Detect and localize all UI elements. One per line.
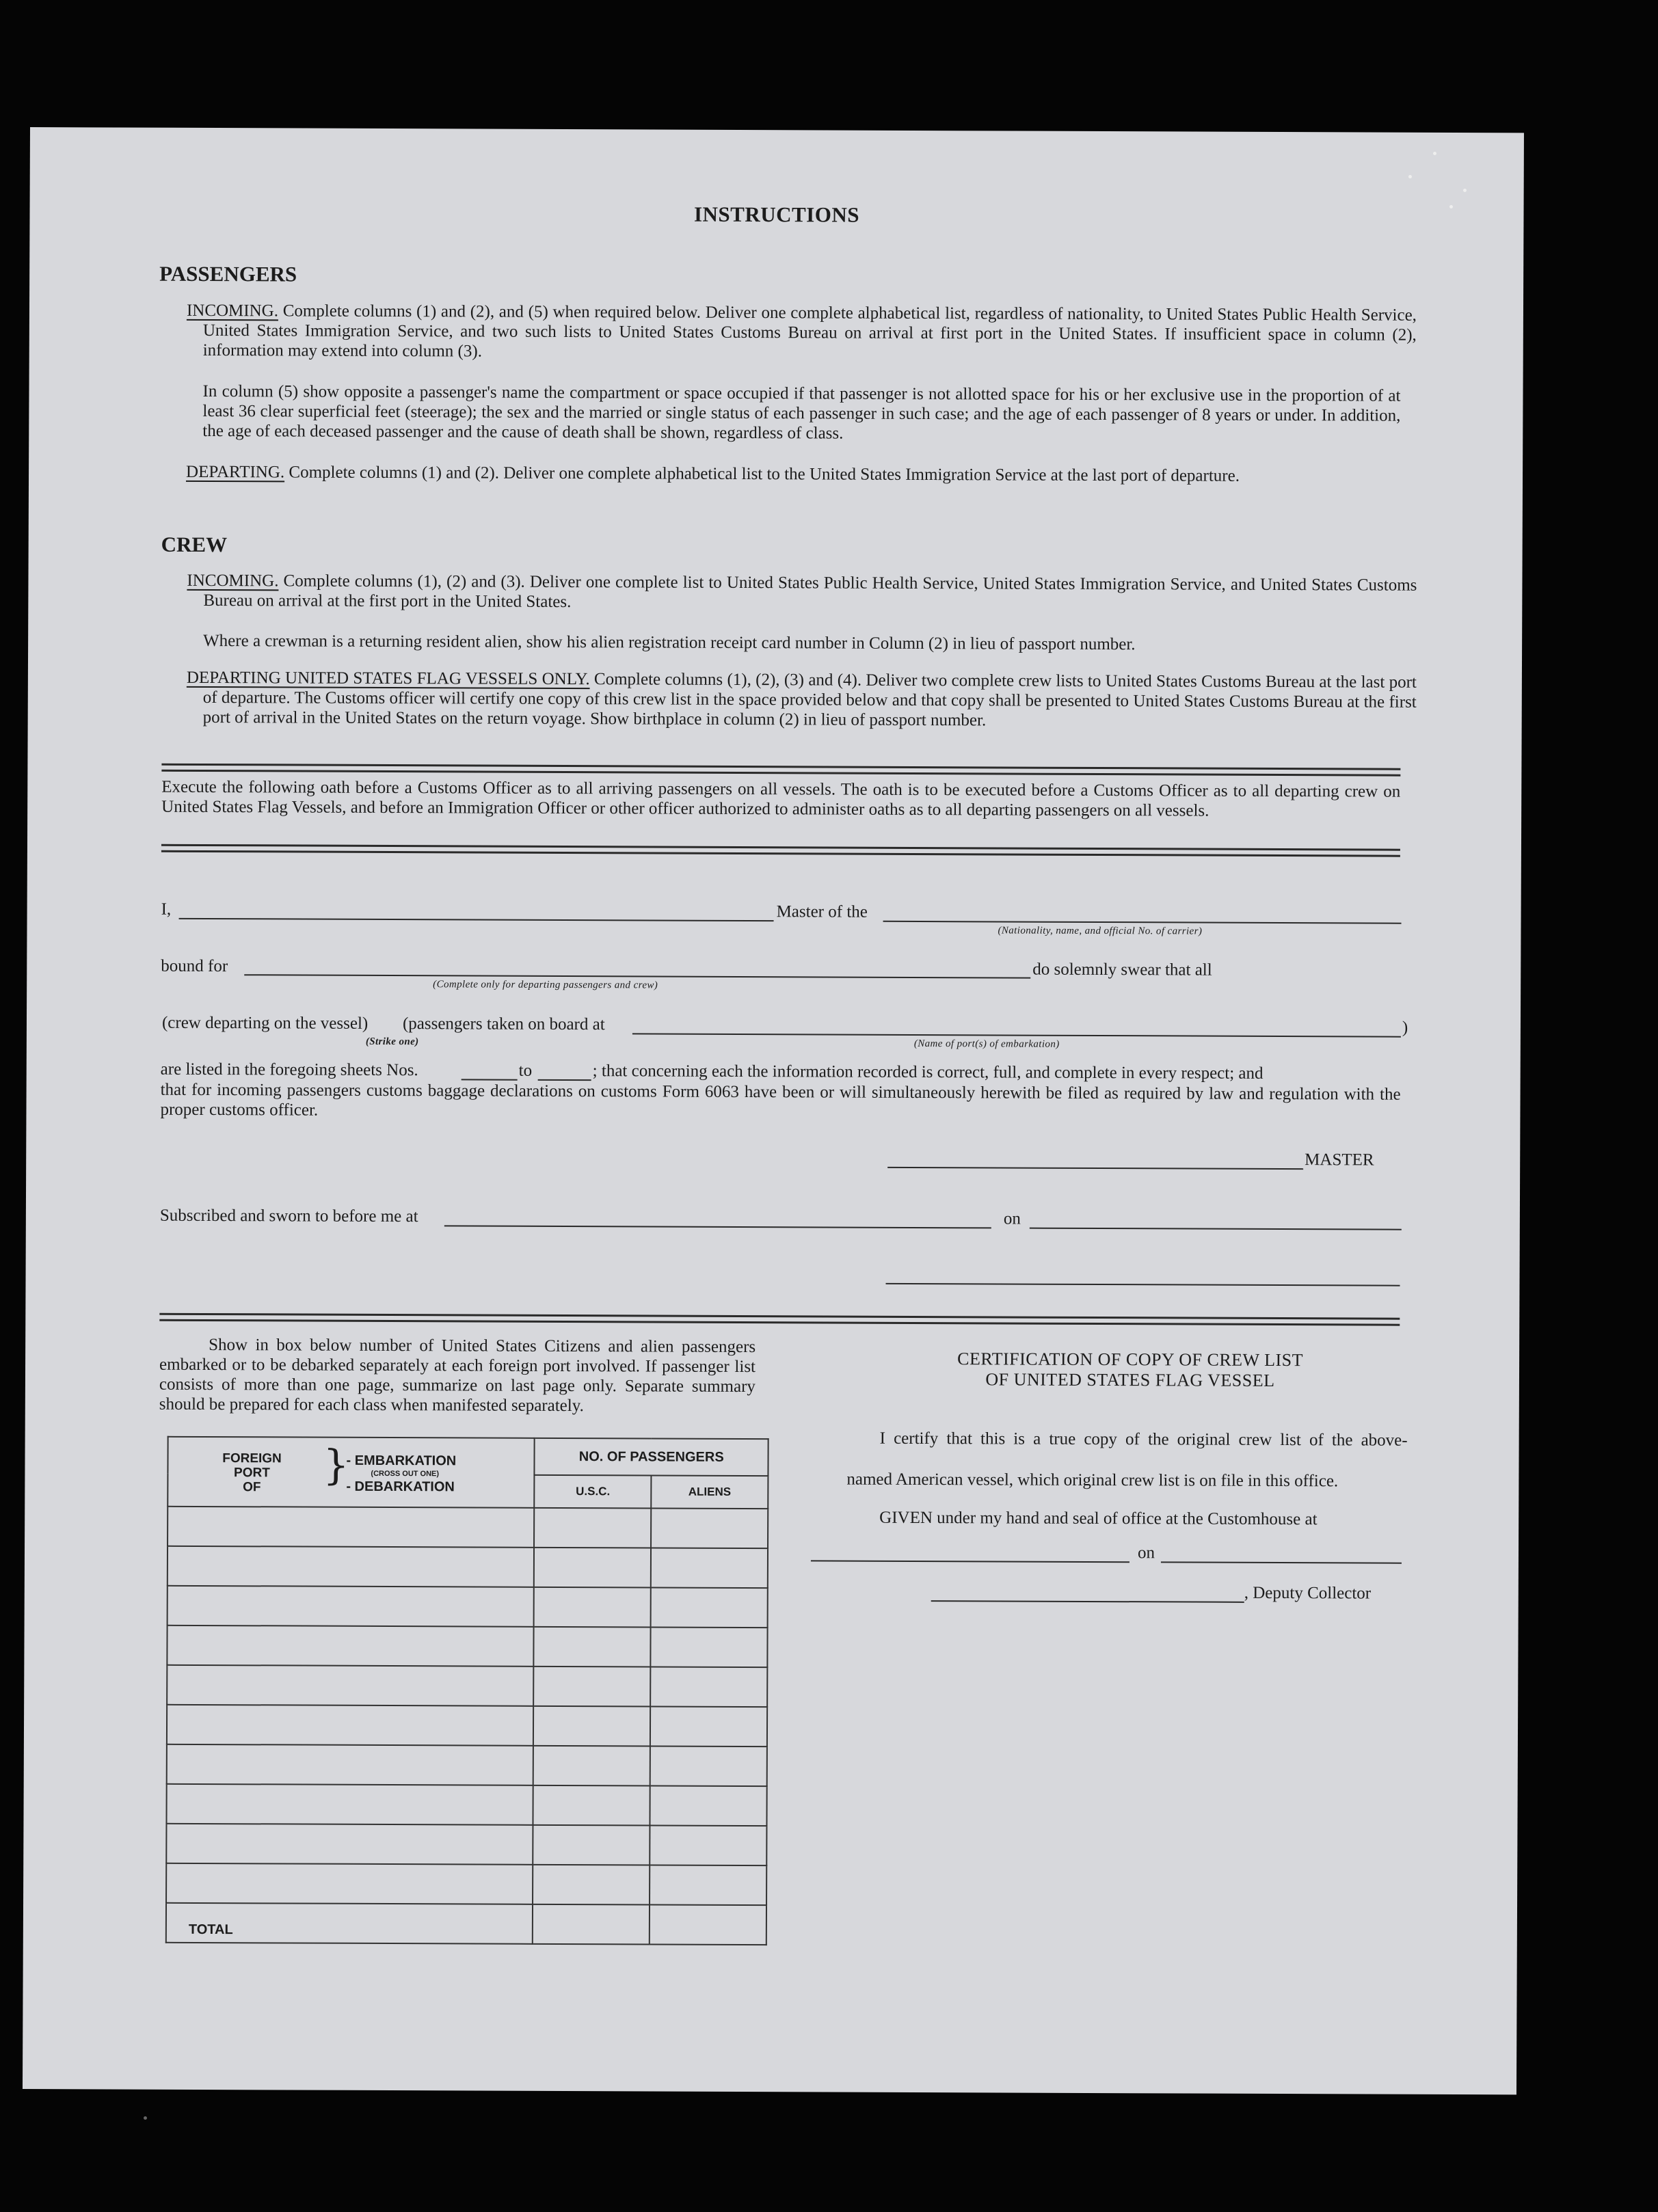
sworn-place-field[interactable] (444, 1225, 991, 1228)
master-name-field[interactable] (179, 918, 774, 921)
usc-cell[interactable] (534, 1548, 651, 1588)
certification-date-field[interactable] (1161, 1561, 1402, 1563)
carrier-field[interactable] (883, 921, 1402, 924)
swear-text: do solemnly swear that all (1032, 960, 1212, 980)
double-rule (159, 1313, 1400, 1326)
page-title: INSTRUCTIONS (693, 202, 860, 227)
scan-speck (1433, 152, 1436, 155)
passengers-column5-paragraph: In column (5) show opposite a passenger's name the compartment or space occupied if that passenger is not allotted space for his or her exclusive use in the proportion of at least 36 clear superficial feet (steerage); the sex and the married or single status of each passenger in such case; and the age of each passenger of 8 years or under. In addition, the age of each deceased passenger and the cause of death shall be shown, regardless of class. (202, 381, 1401, 443)
aliens-cell[interactable] (650, 1667, 767, 1708)
scan-speck (144, 2116, 147, 2120)
strike-one-hint: (Strike one) (365, 1036, 419, 1048)
deputy-collector-label: , Deputy Collector (1244, 1583, 1372, 1603)
certification-line2: named American vessel, which original crew list is on file in this office. (846, 1470, 1339, 1491)
crew-heading: CREW (161, 532, 228, 557)
usc-cell[interactable] (534, 1508, 651, 1548)
passengers-heading: PASSENGERS (159, 261, 297, 286)
usc-header: U.S.C. (535, 1475, 652, 1509)
oath-intro: Execute the following oath before a Customs Officer as to all arriving passengers on all vessels. The oath is to be executed before a Customs Officer as to all departing crew on United States Flag Vessels, and before an Immigration Officer or other officer authorized to administer oaths as to all departing passengers on all vessels. (161, 777, 1401, 820)
oath-i: I, (161, 900, 172, 919)
scan-speck (1449, 205, 1453, 208)
port-cell[interactable] (168, 1586, 535, 1627)
passengers-departing-text: Complete columns (1) and (2). Deliver one complete alphabetical list to the United States Immigration Service at the last port of departure. (289, 463, 1240, 485)
port-cell[interactable] (167, 1705, 534, 1746)
sworn-on-label: on (1003, 1209, 1021, 1228)
certification-heading-line1: CERTIFICATION OF COPY OF CREW LIST (957, 1349, 1304, 1371)
usc-cell[interactable] (533, 1746, 650, 1786)
usc-cell[interactable] (534, 1667, 651, 1707)
aliens-cell[interactable] (650, 1865, 766, 1905)
crew-incoming-text: Complete columns (1), (2) and (3). Deliver one complete list to United States Public Health Service, United States Immigration Service, and United States Customs Bureau on arrival at the first port in the United States. (203, 571, 1417, 612)
deputy-signature-field[interactable] (931, 1600, 1244, 1603)
listed-text-c: that for incoming passengers customs baggage declarations on customs Form 6063 have been or will simultaneously herewith be filed as required by law and regulation with the proper customs officer. (160, 1080, 1401, 1120)
usc-cell[interactable] (533, 1825, 650, 1865)
double-rule (161, 764, 1400, 777)
certification-line3: GIVEN under my hand and seal of office at the Customhouse at (879, 1508, 1318, 1529)
scan-speck (1463, 189, 1467, 192)
ports-hint: (Name of port(s) of embarkation) (913, 1038, 1060, 1050)
passengers-taken-option[interactable]: (passengers taken on board at (402, 1014, 605, 1034)
master-signature-field[interactable] (887, 1167, 1303, 1170)
port-cell[interactable] (166, 1863, 533, 1904)
usc-cell[interactable] (533, 1785, 650, 1826)
passengers-departing-paragraph (186, 462, 1416, 487)
officer-signature-field[interactable] (886, 1283, 1400, 1286)
port-cell[interactable] (167, 1665, 534, 1706)
aliens-cell[interactable] (651, 1588, 768, 1628)
col-port: PORT (234, 1466, 270, 1481)
listed-text-b: ; that concerning each the information recorded is correct, full, and complete in every respect; and (592, 1062, 1263, 1083)
col-of: OF (243, 1480, 261, 1495)
crew-crewman-paragraph: Where a crewman is a returning resident alien, show his alien registration receipt card number in Column (2) in lieu of passport number. (203, 631, 1136, 654)
summary-instructions: Show in box below number of United States Citizens and alien passengers embarked or to be debarked separately at each foreign port involved. If passenger list consists of more than one page, summarize on last page only. Separate summary should be prepared for each class when manifested separately. (159, 1336, 756, 1416)
total-label: TOTAL (166, 1903, 533, 1944)
port-cell[interactable] (168, 1507, 535, 1548)
listed-to: to (518, 1061, 533, 1080)
subscribed-label: Subscribed and sworn to before me at (159, 1206, 418, 1226)
crew-incoming-paragraph (187, 571, 1417, 615)
usc-total-cell[interactable] (533, 1904, 650, 1945)
usc-cell[interactable] (534, 1587, 651, 1628)
usc-cell[interactable] (533, 1865, 650, 1905)
port-cell[interactable] (168, 1546, 535, 1587)
embarkation-port-field[interactable] (632, 1033, 1401, 1037)
crew-departing-option[interactable]: (crew departing on the vessel) (161, 1013, 369, 1033)
scan-speck (1408, 175, 1412, 178)
col-foreign: FOREIGN (222, 1451, 282, 1466)
port-cell[interactable] (166, 1784, 533, 1825)
listed-text-a: are listed in the foregoing sheets Nos. (160, 1060, 418, 1080)
crew-departing-label: DEPARTING UNITED STATES FLAG VESSELS ONLY. (186, 668, 590, 689)
aliens-cell[interactable] (651, 1509, 768, 1549)
crew-departing-text: Complete columns (1), (2), (3) and (4). Deliver two complete crew lists to United States Customs Bureau at the last port of departure. The Customs officer will certify one copy of this crew list in the space provided below and that copy shall be presented to United States Customs Bureau at the first port of arrival in the United States on the return voyage. Show birthplace in column (2) in lieu of passport number. (202, 670, 1417, 730)
double-rule (161, 844, 1400, 857)
passenger-summary-table (165, 1436, 769, 1945)
col-port-header (168, 1437, 535, 1508)
close-paren: ) (1402, 1018, 1408, 1037)
aliens-cell[interactable] (651, 1548, 768, 1589)
passengers-incoming-label: INCOMING. (186, 301, 279, 321)
passengers-incoming-paragraph (187, 301, 1417, 365)
port-cell[interactable] (167, 1744, 534, 1785)
form-sheet (23, 127, 1524, 2094)
aliens-cell[interactable] (650, 1707, 767, 1747)
usc-cell[interactable] (534, 1627, 651, 1667)
certification-on-label: on (1137, 1543, 1155, 1563)
passengers-departing-label: DEPARTING. (186, 462, 285, 482)
cross-out-hint: (CROSS OUT ONE) (371, 1469, 440, 1479)
sheet-to-field[interactable] (538, 1079, 591, 1081)
aliens-cell[interactable] (651, 1628, 768, 1668)
bound-for-label: bound for (161, 956, 228, 976)
no-of-passengers-header: NO. OF PASSENGERS (535, 1438, 768, 1476)
master-label: MASTER (1305, 1150, 1374, 1170)
brace: } (323, 1441, 349, 1489)
usc-cell[interactable] (533, 1706, 650, 1746)
master-of-the-label: Master of the (776, 902, 868, 921)
certification-line1: I certify that this is a true copy of the original crew list of the above- (879, 1429, 1408, 1450)
crew-incoming-label: INCOMING. (187, 571, 279, 591)
crew-departing-paragraph (187, 668, 1417, 732)
aliens-header: ALIENS (651, 1476, 768, 1509)
embarkation-option[interactable]: - EMBARKATION (346, 1453, 457, 1469)
sheet-from-field[interactable] (462, 1079, 518, 1080)
aliens-total-cell[interactable] (650, 1904, 766, 1945)
sworn-date-field[interactable] (1030, 1228, 1402, 1230)
port-cell[interactable] (167, 1626, 534, 1667)
port-cell[interactable] (166, 1824, 533, 1865)
aliens-cell[interactable] (650, 1786, 767, 1826)
aliens-cell[interactable] (650, 1825, 766, 1865)
customhouse-field[interactable] (811, 1560, 1129, 1563)
complete-only-hint: (Complete only for departing passengers and crew) (433, 979, 658, 991)
bound-for-field[interactable] (244, 974, 1030, 978)
aliens-cell[interactable] (650, 1746, 767, 1787)
certification-heading (836, 1349, 1424, 1392)
passengers-incoming-text: Complete columns (1) and (2), and (5) when required below. Deliver one complete alphabetical list, regardless of nationality, to United States Public Health Service, United States Immigration Service, and two such lists to United States Customs Bureau on arrival at first port in the United States. If insufficient space in column (2), information may extend into column (3). (202, 301, 1417, 361)
nationality-hint: (Nationality, name, and official No. of carrier) (998, 925, 1203, 937)
certification-heading-line2: OF UNITED STATES FLAG VESSEL (985, 1369, 1275, 1391)
debarkation-option[interactable]: - DEBARKATION (346, 1479, 455, 1495)
